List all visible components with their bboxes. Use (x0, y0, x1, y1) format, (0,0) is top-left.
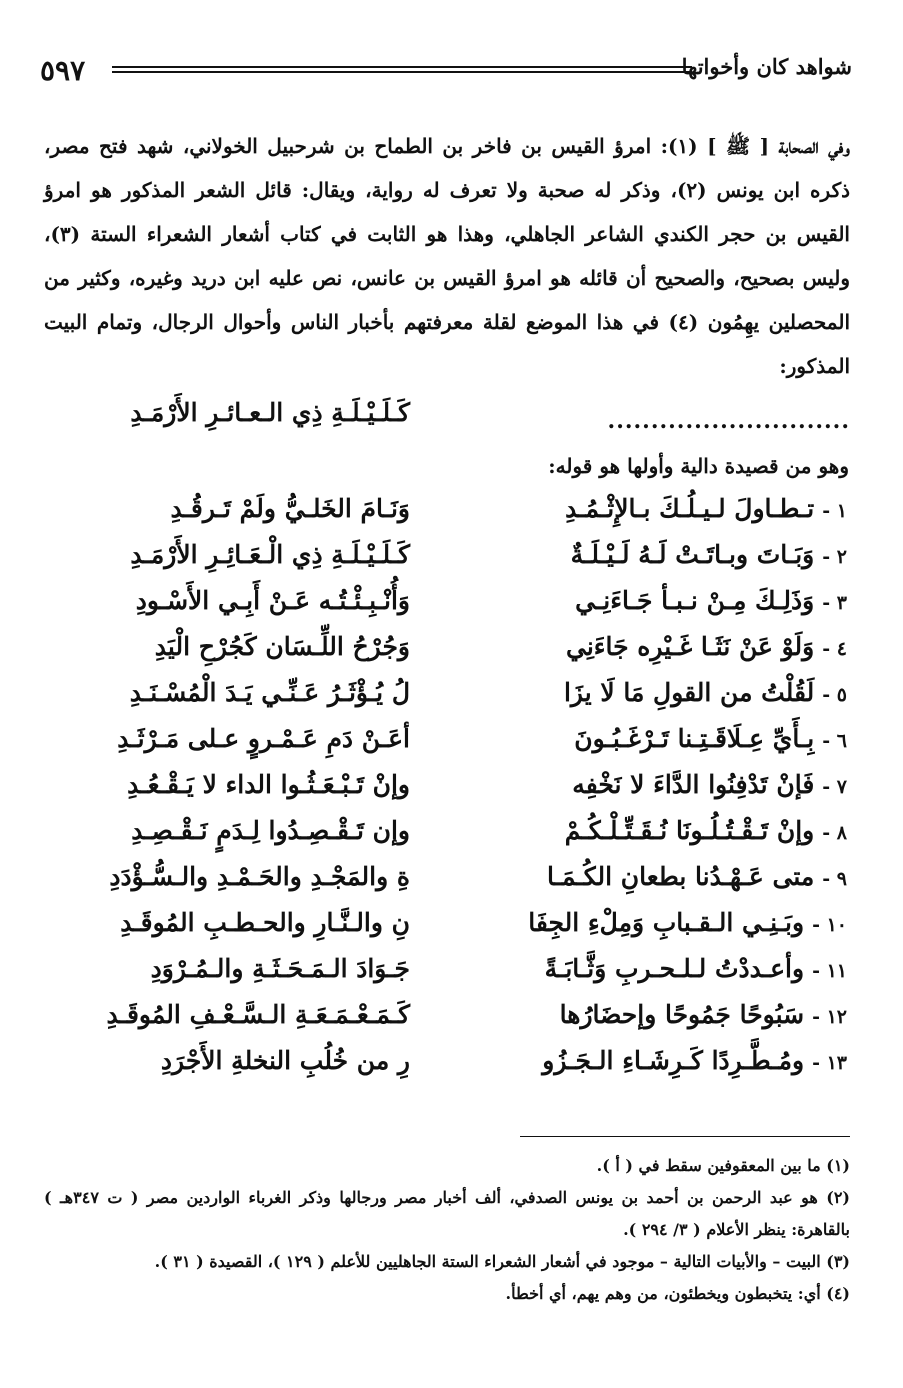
verse-number: ٧ - (822, 776, 847, 798)
verse-line (0, 540, 903, 586)
cited-verse-first-half: ............................ (607, 408, 850, 434)
verse-first-half: وَلَوْ عَنْ نَثَـا غَـيْرِه جَاءَنِي (565, 632, 815, 661)
verse-second-half: أعَـنْ دَمِ عَـمْـروٍ عـلى مَـرْثَـدِ (117, 724, 410, 753)
verse-number: ١٣ - (812, 1052, 847, 1074)
verse-line (0, 816, 903, 862)
verse-number: ١٢ - (812, 1006, 847, 1028)
verse-number: ٢ - (822, 546, 847, 568)
verse-first-half: متى عَـهْـدُنا بطعانِ الكُـمَـا (547, 862, 815, 891)
cited-verse-second-half: كَـلَـيْـلَـةِ ذِي الـعـائـرِ الأَرْمَـدِ (130, 398, 410, 427)
verse-first-half: وبَـنِـي الـقـبابِ وَمِلْءِ الجِفَا (528, 908, 805, 937)
verse-number: ٦ - (822, 730, 847, 752)
verse-number: ١٠ - (812, 914, 847, 936)
verse-second-half: وإن تَـقْـصِـدُوا لِـدَمٍ نَـقْـصِـدِ (131, 816, 410, 845)
footnote-2: (٢) هو عبد الرحمن بن أحمد بن يونس الصدفي، ألف أخبار مصر ورجالها وذكر الغرباء الواردين مصر ( ت ٣٤٧هـ ) بالقاهرة: ينظر الأعلام ( ٣/ ٢٩٤ ). (44, 1188, 850, 1239)
page-header (40, 52, 852, 88)
verse-first-half: وَبَـاتَ وبـاتَـتْ لَـهُ لَـيْـلَـةٌ (570, 540, 815, 569)
verse-second-half: كَـلَـيْـلَـةِ ذِي الْـعَـائِـرِ الأَرْمَـدِ (130, 540, 410, 569)
verse-second-half: جَـوَادَ الـمَـحَـثَـةِ والـمُـرْوَدِ (150, 954, 410, 983)
footnote-1: (١) ما بين المعقوفين سقط في ( أ ). (596, 1156, 850, 1175)
verse-second-half: ةِ والمَجْـدِ والحَـمْـدِ والـسُّـؤْدَدِ (109, 862, 410, 891)
verse-second-half: وَجُرْحُ اللِّـسَان كَجُرْحِ الْيَدِ (154, 632, 410, 661)
page-number: ٥٩٧ (40, 54, 86, 87)
verse-line (0, 1000, 903, 1046)
header-rule (112, 66, 692, 73)
main-paragraph (44, 124, 850, 388)
verse-first-half: وَذَلِـكَ مِـنْ نـبـأ جَـاءَنِـي (575, 586, 815, 615)
verse-first-half: تـطـاولَ لـيـلُـكَ بـالإِثْـمُـدِ (565, 494, 815, 523)
verse-number: ٤ - (822, 638, 847, 660)
verse-line (0, 908, 903, 954)
verse-line (0, 632, 903, 678)
verse-first-half: لَقُلْتُ من القولِ مَا لَا يزَا (563, 678, 815, 707)
footnote-rule (520, 1136, 850, 1137)
paragraph-text: وفي الصحابة [ ﷺ ] (١): امرؤ القيس بن فاخر بن الطماح بن شرحبيل الخولاني، شهد فتح مصر، ذكره ابن يونس (٢)، وذكر له صحبة ولا تعرف له رواية، ويقال: قائل الشعر المذكور هو امرؤ القيس بن حجر الكندي الشاعر الجاهلي، وهذا هو الثابت في كتاب أشعار الشعراء الستة (٣)، وليس بصحيح، والصحيح أن قائله هو امرؤ القيس بن عانس، نص عليه ابن دريد وغيره، وكثير من المحصلين يهِمُون (٤) في هذا الموضع لقلة معرفتهم بأخبار الناس وأحوال الرجال، وتمام البيت المذكور: (44, 134, 851, 378)
verse-first-half: فَإنْ تَدْفِنُوا الدَّاءَ لا نَخْفِه (572, 770, 815, 799)
poem-intro: وهو من قصيدة دالية وأولها هو قوله: (548, 454, 849, 478)
verse-line (0, 1046, 903, 1092)
verse-number: ٥ - (822, 684, 847, 706)
verse-number: ٣ - (822, 592, 847, 614)
verse-line (0, 494, 903, 540)
verse-line (0, 954, 903, 1000)
verse-line (0, 586, 903, 632)
verse-first-half: وأعـددْتُ لـلـحـربِ وَثَّـابَـةً (544, 954, 805, 983)
verse-number: ٨ - (822, 822, 847, 844)
verse-first-half: بِـأَيِّ عِـلَاقَـتِـنا تَـرْغَـبُـونَ (574, 724, 815, 753)
running-title: شواهد كان وأخواتها (681, 54, 852, 79)
verse-number: ٩ - (822, 868, 847, 890)
verse-second-half: نِ والـنَّـارِ والحـطـبِ المُوقَـدِ (120, 908, 410, 937)
verse-number: ١ - (822, 500, 847, 522)
footnote-3: (٣) البيت – والأبيات التالية – موجود في أشعار الشعراء الستة الجاهليين للأعلم ( ١٢٩ )، القصيدة ( ٣١ ). (154, 1252, 850, 1271)
verse-first-half: وإنْ تَـقْـتُـلُـونَا نُـقَـتِّـلْـكُـمْ (564, 816, 815, 845)
verse-number: ١١ - (812, 960, 847, 982)
verse-second-half: وَنَـامَ الخَلـيُّ ولَمْ تَـرقُـدِ (170, 494, 410, 523)
verse-second-half: رِ من خُلُبِ النخلةِ الأَجْرَدِ (160, 1046, 410, 1075)
verse-first-half: سَبُوحًا جَمُوحًا وإحضَارُها (559, 1000, 805, 1029)
verse-first-half: ومُـطَّـرِدًا كَـرِشَـاءِ الـجَـزُو (542, 1046, 805, 1075)
verse-line (0, 724, 903, 770)
verse-line (0, 862, 903, 908)
verse-line (0, 678, 903, 724)
verse-second-half: وإنْ تَـبْـعَـثُـوا الداء لا يَـقْـعُـدِ (127, 770, 410, 799)
verse-line (0, 770, 903, 816)
footnotes (44, 1150, 850, 1310)
verse-second-half: وَأُنْـبِـئْـتُـه عَـنْ أَبِـي الأَسْـودِ (135, 586, 410, 615)
footnote-4: (٤) أي: يتخبطون ويخطئون، من وهم يهم، أي أخطأ. (505, 1284, 850, 1303)
verse-second-half: لُ يُـؤْثَـرُ عَـنِّـي يَـدَ الْمُسْـنَـدِ (129, 678, 410, 707)
verse-second-half: كَـمَـعْـمَـعَـةِ الـسَّـعْـفِ المُوقَـدِ (106, 1000, 410, 1029)
